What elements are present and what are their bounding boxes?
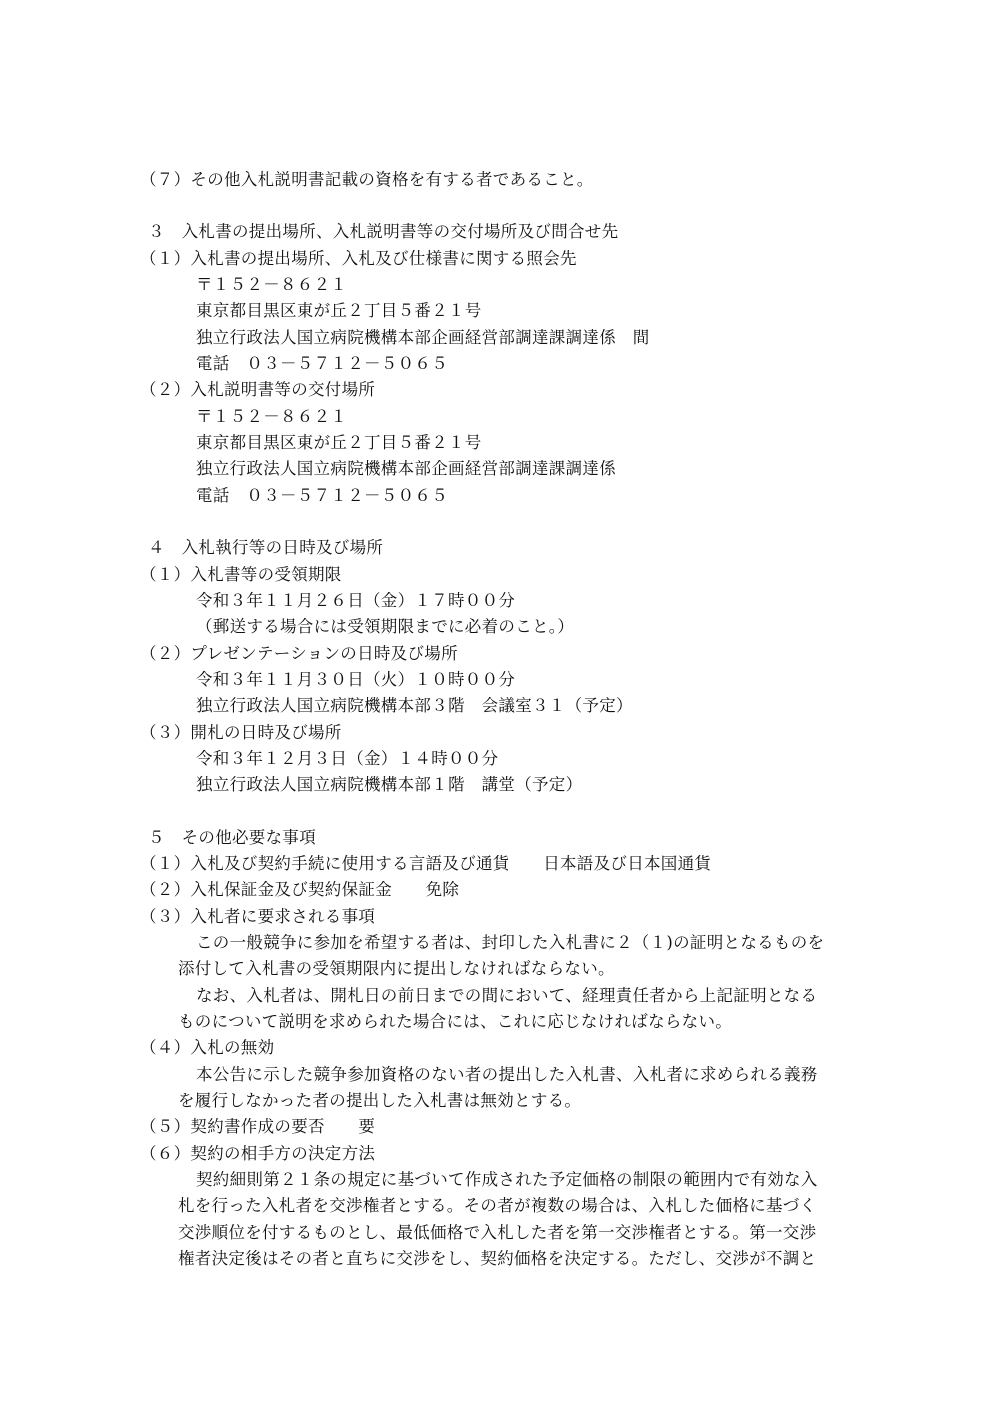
postal-code: 〒１５２－８６２１ [196,407,348,426]
clause-3-2: （２）入札説明書等の交付場所 [140,380,376,399]
address: 東京都目黒区東が丘２丁目５番２１号 [196,433,482,452]
clause-2-7: （７）その他入札説明書記載の資格を有する者であること。 [140,170,594,189]
clause-5-4: （４）入札の無効 [140,1038,275,1057]
section-3-heading: ３ 入札書の提出場所、入札説明書等の交付場所及び問合せ先 [148,222,619,241]
clause-5-2: （２）入札保証金及び契約保証金 免除 [140,880,460,899]
presentation-place: 独立行政法人国立病院機構本部３階 会議室３１（予定） [196,696,633,715]
clause-4-3: （３）開札の日時及び場所 [140,723,342,742]
clause-5-3: （３）入札者に要求される事項 [140,907,376,926]
paragraph-line: なお、入札者は、開札日の前日までの間において、経理責任者から上記証明となる [196,986,818,1005]
phone: 電話 ０３－５７１２－５０６５ [196,486,448,505]
opening-place: 独立行政法人国立病院機構本部１階 講堂（予定） [196,775,583,794]
paragraph-line: 契約細則第２１条の規定に基づいて作成された予定価格の制限の範囲内で有効な入 [196,1170,818,1189]
paragraph-line: 本公告に示した競争参加資格のない者の提出した入札書、入札者に求められる義務 [196,1065,818,1084]
section-5-heading: ５ その他必要な事項 [148,828,316,847]
paragraph-line: を履行しなかった者の提出した入札書は無効とする。 [178,1091,582,1110]
clause-4-2: （２）プレゼンテーションの日時及び場所 [140,644,458,663]
postal-code: 〒１５２－８６２１ [196,275,348,294]
opening-datetime: 令和３年１２月３日（金）１４時００分 [196,749,499,768]
clause-3-1: （１）入札書の提出場所、入札及び仕様書に関する照会先 [140,249,577,268]
clause-5-6: （６）契約の相手方の決定方法 [140,1144,376,1163]
paragraph-line: ものについて説明を求められた場合には、これに応じなければならない。 [178,1012,733,1031]
clause-5-1: （１）入札及び契約手続に使用する言語及び通貨 日本語及び日本国通貨 [140,854,712,873]
presentation-datetime: 令和３年１１月３０日（火）１０時００分 [196,670,516,689]
paragraph-line: 札を行った入札者を交渉権者とする。その者が複数の場合は、入札した価格に基づく [178,1196,817,1215]
paragraph-line: 交渉順位を付するものとし、最低価格で入札した者を第一交渉権者とする。第一交渉 [178,1223,817,1242]
contact-office: 独立行政法人国立病院機構本部企画経営部調達課調達係 [196,459,616,478]
address: 東京都目黒区東が丘２丁目５番２１号 [196,301,482,320]
phone: 電話 ０３－５７１２－５０６５ [196,354,448,373]
paragraph-line: 添付して入札書の受領期限内に提出しなければならない。 [178,959,615,978]
contact-office: 独立行政法人国立病院機構本部企画経営部調達課調達係 間 [196,328,650,347]
deadline-datetime: 令和３年１１月２６日（金）１７時００分 [196,591,516,610]
clause-5-5: （５）契約書作成の要否 要 [140,1117,376,1136]
section-4-heading: ４ 入札執行等の日時及び場所 [148,538,384,557]
mail-note: （郵送する場合には受領期限までに必着のこと。） [196,617,575,636]
clause-4-1: （１）入札書等の受領期限 [140,565,342,584]
paragraph-line: この一般競争に参加を希望する者は、封印した入札書に２（１)の証明となるものを [196,933,825,952]
paragraph-line: 権者決定後はその者と直ちに交渉をし、契約価格を決定する。ただし、交渉が不調と [178,1249,817,1268]
